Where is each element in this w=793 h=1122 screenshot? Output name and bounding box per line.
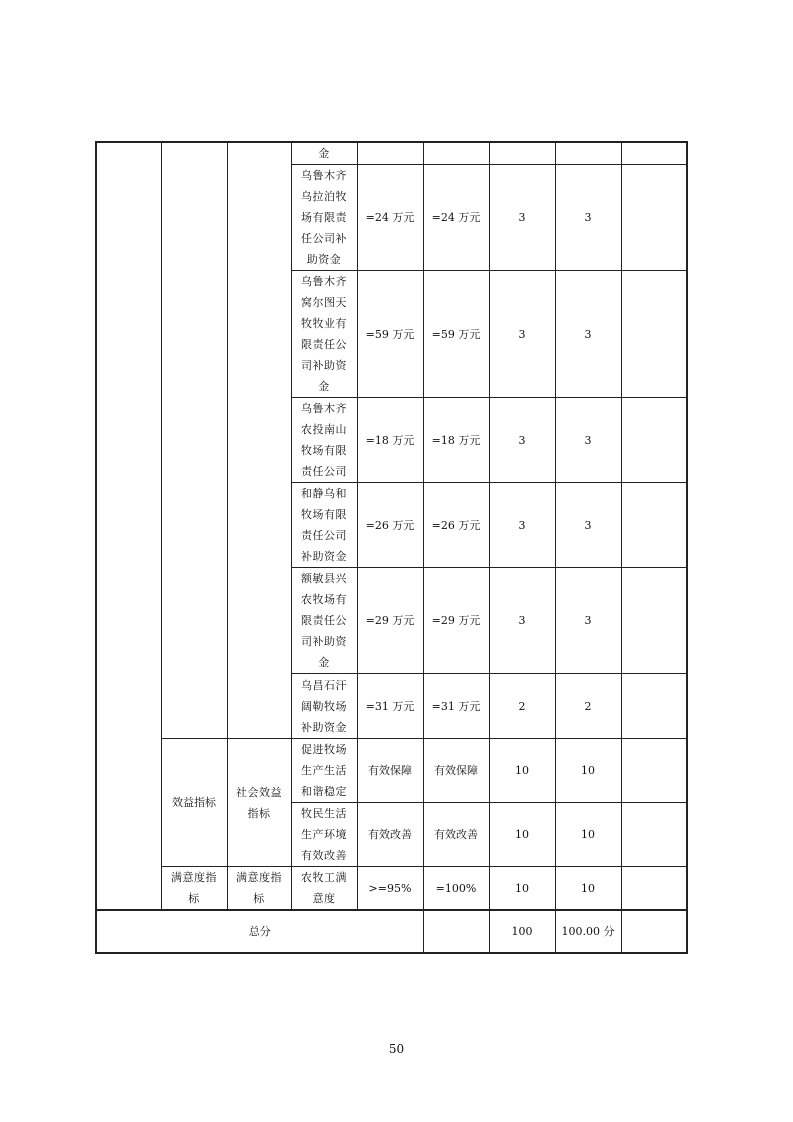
weight-value bbox=[489, 142, 555, 165]
category-benefit: 效益指标 bbox=[161, 739, 227, 867]
note-value bbox=[621, 568, 687, 674]
actual-value: =100% bbox=[423, 867, 489, 911]
page-number: 50 bbox=[388, 1042, 405, 1056]
target-value: 有效保障 bbox=[357, 739, 423, 803]
note-value bbox=[621, 271, 687, 398]
total-score: 100.00 分 bbox=[555, 910, 621, 953]
indicator-name: 乌鲁木齐农投南山牧场有限责任公司 bbox=[291, 398, 357, 483]
score-value: 2 bbox=[555, 674, 621, 739]
category-satisfaction: 满意度指标 bbox=[161, 867, 227, 911]
note-value bbox=[621, 803, 687, 867]
actual-value: 有效保障 bbox=[423, 739, 489, 803]
score-value: 10 bbox=[555, 867, 621, 911]
target-value: =26 万元 bbox=[357, 483, 423, 568]
total-actual bbox=[423, 910, 489, 953]
score-value: 3 bbox=[555, 165, 621, 271]
note-value bbox=[621, 867, 687, 911]
score-value: 10 bbox=[555, 739, 621, 803]
score-value: 3 bbox=[555, 568, 621, 674]
weight-value: 10 bbox=[489, 867, 555, 911]
target-value: 有效改善 bbox=[357, 803, 423, 867]
note-value bbox=[621, 398, 687, 483]
actual-value: =18 万元 bbox=[423, 398, 489, 483]
note-value bbox=[621, 674, 687, 739]
target-value: =31 万元 bbox=[357, 674, 423, 739]
indicator-name: 额敏县兴农牧场有限责任公司补助资金 bbox=[291, 568, 357, 674]
actual-value: =26 万元 bbox=[423, 483, 489, 568]
actual-value: =31 万元 bbox=[423, 674, 489, 739]
total-weight: 100 bbox=[489, 910, 555, 953]
indicator-name: 乌鲁木齐乌拉泊牧场有限责任公司补助资金 bbox=[291, 165, 357, 271]
category-social-benefit: 社会效益指标 bbox=[227, 739, 291, 867]
score-value: 3 bbox=[555, 398, 621, 483]
weight-value: 3 bbox=[489, 165, 555, 271]
table-row bbox=[96, 739, 687, 803]
note-value bbox=[621, 483, 687, 568]
indicator-name: 促进牧场生产生活和谐稳定 bbox=[291, 739, 357, 803]
indicator-name: 乌鲁木齐窝尔图天牧牧业有限责任公司补助资金 bbox=[291, 271, 357, 398]
note-value bbox=[621, 739, 687, 803]
actual-value: =29 万元 bbox=[423, 568, 489, 674]
indicator-name: 乌昌石汗阔勒牧场补助资金 bbox=[291, 674, 357, 739]
actual-value: 有效改善 bbox=[423, 803, 489, 867]
weight-value: 10 bbox=[489, 739, 555, 803]
level3-cell-empty bbox=[227, 142, 291, 739]
total-row bbox=[96, 910, 687, 953]
note-value bbox=[621, 142, 687, 165]
weight-value: 3 bbox=[489, 398, 555, 483]
weight-value: 10 bbox=[489, 803, 555, 867]
actual-value: =24 万元 bbox=[423, 165, 489, 271]
score-value: 3 bbox=[555, 483, 621, 568]
actual-value: =59 万元 bbox=[423, 271, 489, 398]
level2-cell-empty bbox=[161, 142, 227, 739]
performance-table bbox=[95, 141, 688, 954]
total-note bbox=[621, 910, 687, 953]
score-value: 3 bbox=[555, 271, 621, 398]
actual-value bbox=[423, 142, 489, 165]
weight-value: 3 bbox=[489, 483, 555, 568]
target-value: =59 万元 bbox=[357, 271, 423, 398]
target-value: =29 万元 bbox=[357, 568, 423, 674]
target-value: =24 万元 bbox=[357, 165, 423, 271]
target-value: =18 万元 bbox=[357, 398, 423, 483]
level1-cell-empty bbox=[96, 142, 161, 910]
weight-value: 2 bbox=[489, 674, 555, 739]
indicator-name: 金 bbox=[291, 142, 357, 165]
score-value bbox=[555, 142, 621, 165]
total-label: 总分 bbox=[96, 910, 423, 953]
indicator-name: 牧民生活生产环境有效改善 bbox=[291, 803, 357, 867]
note-value bbox=[621, 165, 687, 271]
target-value: >=95% bbox=[357, 867, 423, 911]
category-satisfaction-sub: 满意度指标 bbox=[227, 867, 291, 911]
indicator-name: 和静乌和牧场有限责任公司补助资金 bbox=[291, 483, 357, 568]
weight-value: 3 bbox=[489, 568, 555, 674]
score-value: 10 bbox=[555, 803, 621, 867]
indicator-name: 农牧工满意度 bbox=[291, 867, 357, 911]
table-row bbox=[96, 867, 687, 911]
target-value bbox=[357, 142, 423, 165]
weight-value: 3 bbox=[489, 271, 555, 398]
table-row bbox=[96, 142, 687, 165]
